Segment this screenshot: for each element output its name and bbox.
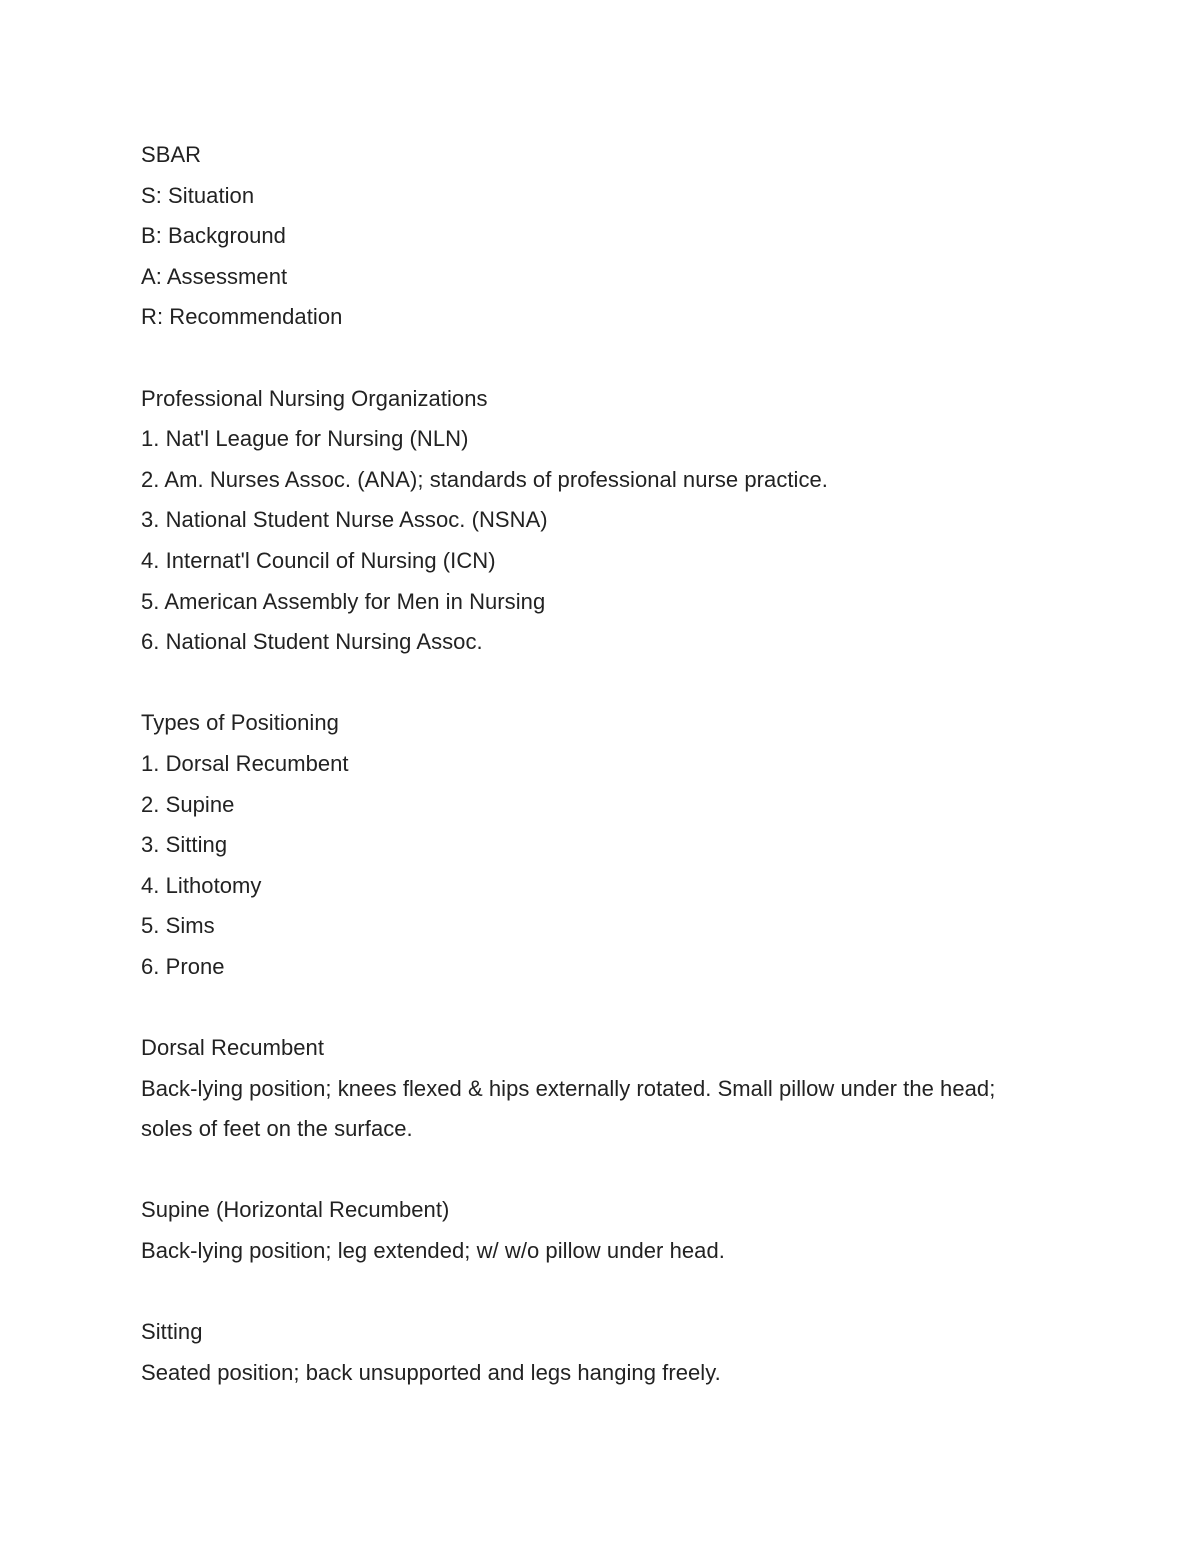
organizations-section — [141, 379, 1081, 663]
organization-item: 2. Am. Nurses Assoc. (ANA); standards of professional nurse practice. — [141, 466, 828, 492]
organization-item: 6. National Student Nursing Assoc. — [141, 629, 483, 655]
organizations-heading: Professional Nursing Organizations — [141, 385, 488, 411]
sbar-item-situation: S: Situation — [141, 182, 255, 208]
organization-item: 4. Internat'l Council of Nursing (ICN) — [141, 547, 496, 573]
sbar-item-background: B: Background — [141, 223, 286, 249]
sbar-item-assessment: A: Assessment — [141, 263, 288, 289]
section-gap — [141, 1150, 1081, 1191]
sbar-heading: SBAR — [141, 142, 202, 167]
document-content — [141, 135, 1081, 1393]
dorsal-recumbent-heading: Dorsal Recumbent — [141, 1035, 324, 1061]
dorsal-recumbent-description-line-1: Back-lying position; knees flexed & hips externally rotated. Small pillow under the head; — [141, 1075, 996, 1101]
supine-section — [141, 1190, 1081, 1271]
sitting-description: Seated position; back unsupported and legs hanging freely. — [141, 1359, 721, 1385]
dorsal-recumbent-section — [141, 1028, 1081, 1150]
organization-item: 1. Nat'l League for Nursing (NLN) — [141, 426, 469, 452]
organization-item: 5. American Assembly for Men in Nursing — [141, 588, 546, 614]
sbar-item-recommendation: R: Recommendation — [141, 304, 343, 330]
positioning-item: 3. Sitting — [141, 832, 228, 858]
supine-description: Back-lying position; leg extended; w/ w/o pillow under head. — [141, 1238, 725, 1264]
positioning-heading: Types of Positioning — [141, 710, 339, 736]
section-gap — [141, 338, 1081, 379]
sitting-heading: Sitting — [141, 1319, 203, 1345]
section-gap — [141, 1272, 1081, 1313]
positioning-section — [141, 703, 1081, 987]
positioning-item: 2. Supine — [141, 791, 235, 817]
positioning-item: 1. Dorsal Recumbent — [141, 750, 349, 776]
sitting-section — [141, 1312, 1081, 1393]
positioning-item: 6. Prone — [141, 953, 225, 979]
supine-heading: Supine (Horizontal Recumbent) — [141, 1197, 450, 1223]
positioning-item: 5. Sims — [141, 913, 215, 939]
sbar-section — [141, 135, 1081, 338]
organization-item: 3. National Student Nurse Assoc. (NSNA) — [141, 507, 548, 533]
section-gap — [141, 987, 1081, 1028]
section-gap — [141, 663, 1081, 704]
dorsal-recumbent-description-line-2: soles of feet on the surface. — [141, 1116, 413, 1142]
positioning-item: 4. Lithotomy — [141, 872, 262, 898]
